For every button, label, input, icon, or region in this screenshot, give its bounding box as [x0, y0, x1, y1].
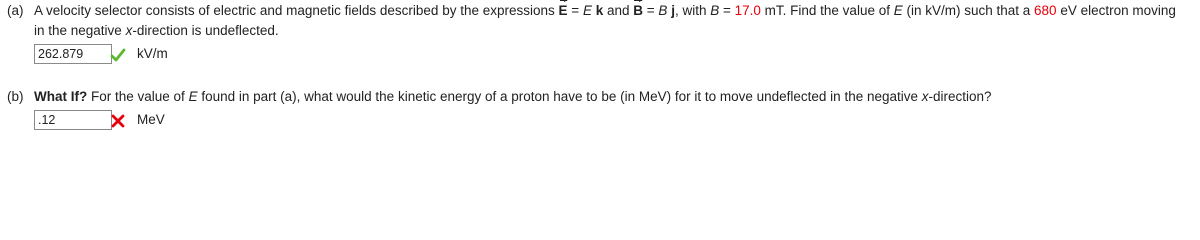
and-text: and [603, 3, 634, 18]
b-coefficient: B [658, 3, 668, 18]
e-variable: E [893, 3, 903, 18]
b-vector-symbol: B [633, 3, 644, 18]
part-b-text-2: found in part (a), what would the kinetic energy of a proton have to be (in MeV) for it to move undeflected in the negative [197, 89, 922, 104]
part-a-answer-input[interactable]: 262.879 [34, 44, 112, 64]
x-icon [110, 113, 126, 129]
part-b-unit: MeV [137, 112, 165, 127]
e-vector-symbol: E [558, 3, 568, 18]
b-field-value: 17.0 [734, 3, 761, 18]
electron-energy-value: 680 [1034, 3, 1057, 18]
part-a-question-line-1 [34, 3, 1176, 18]
part-a-label: (a) [7, 3, 24, 18]
k-hat-symbol: ^ k [596, 3, 604, 18]
e-coefficient: E [582, 3, 592, 18]
part-b-label: (b) [7, 89, 24, 104]
equals-sign: = [567, 3, 583, 18]
part-a-text-1: A velocity selector consists of electric and magnetic fields described by the expressions [34, 3, 555, 18]
x-variable: x [125, 23, 133, 38]
what-if-heading: What If? [34, 89, 88, 104]
part-a-text-4: eV electron moving [1056, 3, 1176, 18]
part-b-text-3: -direction? [928, 89, 992, 104]
e-variable: E [188, 89, 198, 104]
equals-sign: = [643, 3, 659, 18]
with-text: , with [674, 3, 711, 18]
part-a-unit: kV/m [137, 46, 168, 61]
part-a-text-3: (in kV/m) such that a [902, 3, 1035, 18]
j-hat-symbol: ^ j [671, 3, 675, 18]
check-icon [110, 47, 126, 63]
part-a-line2-text-2: -direction is undeflected. [132, 23, 279, 38]
part-b-answer-input[interactable]: .12 [34, 110, 112, 130]
part-b-text-1: For the value of [87, 89, 189, 104]
equals-sign: = [719, 3, 735, 18]
part-a-line2-text-1: in the negative [34, 23, 126, 38]
part-a-text-2: mT. Find the value of [760, 3, 894, 18]
part-a-question-line-2 [34, 23, 279, 38]
b-variable: B [710, 3, 720, 18]
part-b-question-line [34, 89, 992, 104]
x-variable: x [921, 89, 929, 104]
